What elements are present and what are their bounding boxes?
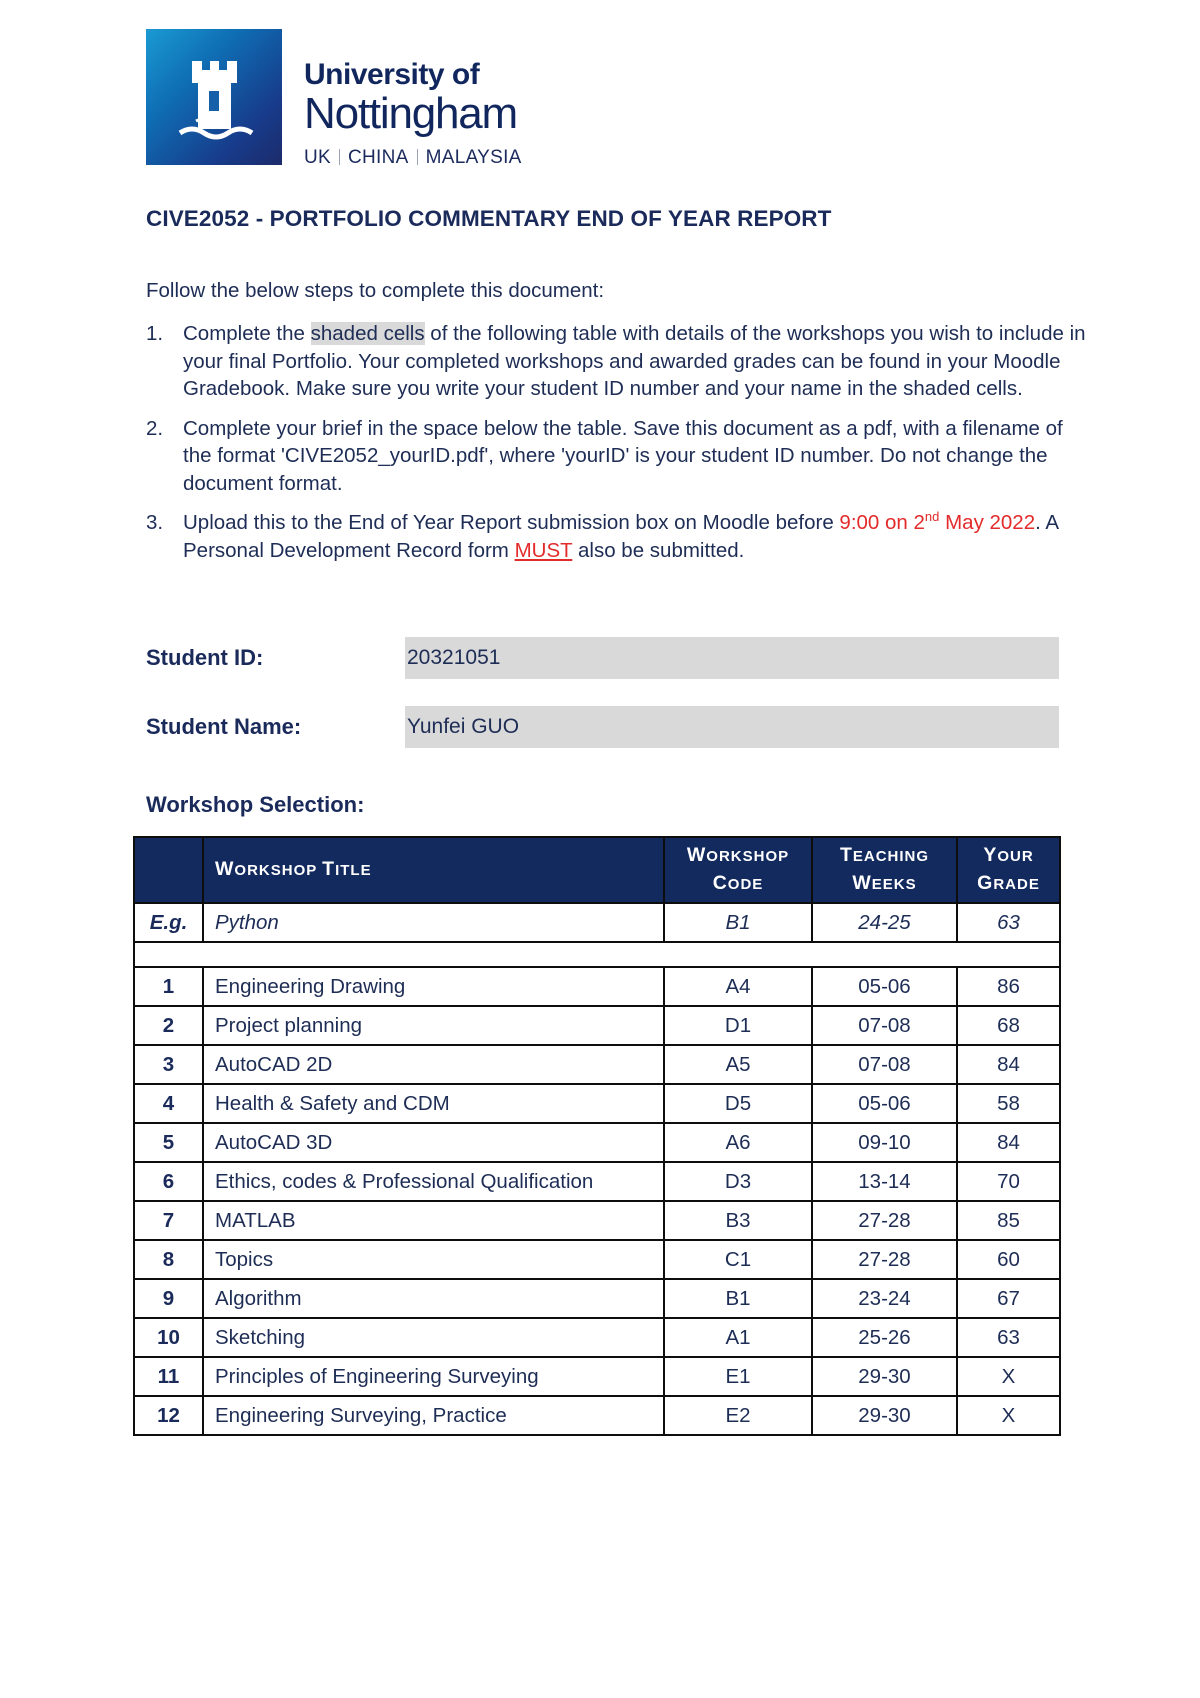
row-title[interactable]: AutoCAD 3D <box>203 1123 664 1162</box>
row-grade[interactable]: 85 <box>957 1201 1060 1240</box>
table-row <box>134 1084 1060 1123</box>
row-number: 3 <box>134 1045 203 1084</box>
campus-divider <box>417 149 418 165</box>
row-weeks[interactable]: 13-14 <box>812 1162 957 1201</box>
header-text: ORKSHOP <box>234 862 323 879</box>
row-number: 7 <box>134 1201 203 1240</box>
row-code[interactable]: D5 <box>664 1084 812 1123</box>
spacer-cell <box>134 942 1060 967</box>
header-workshop-title <box>203 837 664 903</box>
row-number: 2 <box>134 1006 203 1045</box>
header-text: ORKSHOP <box>706 848 790 865</box>
example-label: E.g. <box>134 903 203 942</box>
row-grade[interactable]: 67 <box>957 1279 1060 1318</box>
student-name-field[interactable]: Yunfei GUO <box>405 706 1059 748</box>
header-number <box>134 837 203 903</box>
student-name-label: Student Name: <box>146 714 302 739</box>
step-text-part: Complete the <box>183 322 311 345</box>
table-row <box>134 1396 1060 1435</box>
step-text <box>183 509 1096 564</box>
header-text: G <box>977 872 994 894</box>
table-row <box>134 1279 1060 1318</box>
must-emphasis: MUST <box>514 538 573 562</box>
campus-china: CHINA <box>348 147 409 168</box>
row-grade[interactable]: 63 <box>957 1318 1060 1357</box>
row-title[interactable]: Topics <box>203 1240 664 1279</box>
row-title[interactable]: Principles of Engineering Surveying <box>203 1357 664 1396</box>
row-grade[interactable]: 68 <box>957 1006 1060 1045</box>
intro-text: Follow the below steps to complete this document: <box>146 279 605 302</box>
row-code[interactable]: D3 <box>664 1162 812 1201</box>
table-row <box>134 1045 1060 1084</box>
step-text <box>183 320 1096 403</box>
step-text: Complete your brief in the space below the table. Save this document as a pdf, with a filename of the format 'CIVE2052_yourID.pdf', where 'yourID' is your student ID number. Do not change the document format. <box>183 416 1063 495</box>
header-text: W <box>215 858 235 880</box>
student-name-row <box>146 706 1059 748</box>
header-text: RADE <box>993 876 1040 893</box>
step-number: 2. <box>146 416 164 440</box>
row-number: 10 <box>134 1318 203 1357</box>
row-code[interactable]: A1 <box>664 1318 812 1357</box>
deadline-text <box>839 511 1035 534</box>
row-code[interactable]: A5 <box>664 1045 812 1084</box>
header-text: Y <box>983 844 998 866</box>
row-title[interactable]: MATLAB <box>203 1201 664 1240</box>
row-number: 1 <box>134 967 203 1006</box>
header-text: EEKS <box>871 876 917 893</box>
header-text: ITLE <box>335 862 372 879</box>
row-weeks[interactable]: 23-24 <box>812 1279 957 1318</box>
header-text: W <box>686 844 707 866</box>
row-title[interactable]: AutoCAD 2D <box>203 1045 664 1084</box>
row-number: 5 <box>134 1123 203 1162</box>
table-row <box>134 1240 1060 1279</box>
example-row <box>134 903 1060 942</box>
row-weeks[interactable]: 09-10 <box>812 1123 957 1162</box>
step-text-part: . A Personal Development Record form <box>183 511 1058 562</box>
castle-emblem-icon <box>146 29 282 165</box>
header-text: OUR <box>997 848 1034 865</box>
header-text: EACHING <box>852 848 930 865</box>
header-text: T <box>322 858 336 880</box>
header-your-grade <box>957 837 1060 903</box>
logo-campuses <box>304 147 522 169</box>
row-grade[interactable]: X <box>957 1357 1060 1396</box>
row-weeks[interactable]: 07-08 <box>812 1006 957 1045</box>
header-workshop-code <box>664 837 812 903</box>
campus-uk: UK <box>304 147 331 168</box>
table-row <box>134 1006 1060 1045</box>
row-weeks[interactable]: 07-08 <box>812 1045 957 1084</box>
row-code[interactable]: E2 <box>664 1396 812 1435</box>
table-row <box>134 1201 1060 1240</box>
student-id-label: Student ID: <box>146 645 264 670</box>
row-code[interactable]: D1 <box>664 1006 812 1045</box>
table-row <box>134 1123 1060 1162</box>
student-id-field[interactable]: 20321051 <box>405 637 1059 679</box>
table-row <box>134 967 1060 1006</box>
header-text: ODE <box>727 876 764 893</box>
row-grade[interactable]: 84 <box>957 1045 1060 1084</box>
row-weeks[interactable]: 27-28 <box>812 1201 957 1240</box>
row-grade[interactable]: 84 <box>957 1123 1060 1162</box>
row-weeks[interactable]: 05-06 <box>812 967 957 1006</box>
row-title[interactable]: Algorithm <box>203 1279 664 1318</box>
row-grade[interactable]: 86 <box>957 967 1060 1006</box>
student-id-row <box>146 637 1059 679</box>
table-row <box>134 1318 1060 1357</box>
row-grade[interactable]: 58 <box>957 1084 1060 1123</box>
row-title[interactable]: Health & Safety and CDM <box>203 1084 664 1123</box>
row-grade[interactable]: X <box>957 1396 1060 1435</box>
row-weeks[interactable]: 27-28 <box>812 1240 957 1279</box>
row-code[interactable]: E1 <box>664 1357 812 1396</box>
row-title[interactable]: Project planning <box>203 1006 664 1045</box>
instruction-step-3 <box>146 509 1096 564</box>
row-number: 12 <box>134 1396 203 1435</box>
row-number: 8 <box>134 1240 203 1279</box>
instruction-list <box>146 320 1096 576</box>
example-title: Python <box>203 903 664 942</box>
step-text-part: also be submitted. <box>572 538 745 562</box>
row-title[interactable]: Engineering Surveying, Practice <box>203 1396 664 1435</box>
table-row <box>134 1162 1060 1201</box>
row-code[interactable]: A6 <box>664 1123 812 1162</box>
workshop-selection-heading: Workshop Selection: <box>146 792 365 817</box>
row-weeks[interactable]: 29-30 <box>812 1357 957 1396</box>
university-logo <box>146 29 522 169</box>
table-row <box>134 1357 1060 1396</box>
step-text-part: Upload this to the End of Year Report submission box on Moodle before <box>183 511 840 534</box>
example-weeks: 24-25 <box>812 903 957 942</box>
row-code[interactable]: B3 <box>664 1201 812 1240</box>
step-number: 1. <box>146 322 164 345</box>
row-number: 6 <box>134 1162 203 1201</box>
row-grade[interactable]: 60 <box>957 1240 1060 1279</box>
workshop-table <box>133 836 1061 1436</box>
row-number: 9 <box>134 1279 203 1318</box>
instruction-step-2 <box>146 415 1096 498</box>
row-number: 4 <box>134 1084 203 1123</box>
example-grade: 63 <box>957 903 1060 942</box>
deadline-part: 9:00 on 2 <box>839 511 925 534</box>
spacer-row <box>134 942 1060 967</box>
campus-divider <box>339 149 340 165</box>
logo-line-university-of: University of <box>304 58 480 91</box>
row-weeks[interactable]: 05-06 <box>812 1084 957 1123</box>
row-title[interactable]: Engineering Drawing <box>203 967 664 1006</box>
step-text-part: of the following table with details of the workshops you wish to include in your final Portfolio. Your completed workshops and awarded grades can be found in your Moodle Gradebook. Make sure you write your student ID number and your name in the shaded cells. <box>183 322 1086 400</box>
logo-line-nottingham: Nottingham <box>304 89 518 138</box>
row-weeks[interactable]: 29-30 <box>812 1396 957 1435</box>
row-number: 11 <box>134 1357 203 1396</box>
example-code: B1 <box>664 903 812 942</box>
instruction-step-1 <box>146 320 1096 403</box>
table-header-row <box>134 837 1060 903</box>
row-code[interactable]: B1 <box>664 1279 812 1318</box>
row-title[interactable]: Sketching <box>203 1318 664 1357</box>
row-code[interactable]: A4 <box>664 967 812 1006</box>
step-number: 3. <box>146 511 164 534</box>
row-grade[interactable]: 70 <box>957 1162 1060 1201</box>
header-text: W <box>852 872 872 894</box>
row-code[interactable]: C1 <box>664 1240 812 1279</box>
row-weeks[interactable]: 25-26 <box>812 1318 957 1357</box>
row-title[interactable]: Ethics, codes & Professional Qualification <box>203 1162 664 1201</box>
shaded-cells-highlight: shaded cells <box>310 322 425 345</box>
document-title: CIVE2052 - PORTFOLIO COMMENTARY END OF YEAR REPORT <box>146 206 832 231</box>
deadline-part: May 2022 <box>939 511 1036 534</box>
campus-malaysia: MALAYSIA <box>425 147 522 168</box>
header-teaching-weeks <box>812 837 957 903</box>
deadline-superscript: nd <box>924 509 940 525</box>
header-text: C <box>712 872 728 894</box>
header-text: T <box>839 844 853 866</box>
